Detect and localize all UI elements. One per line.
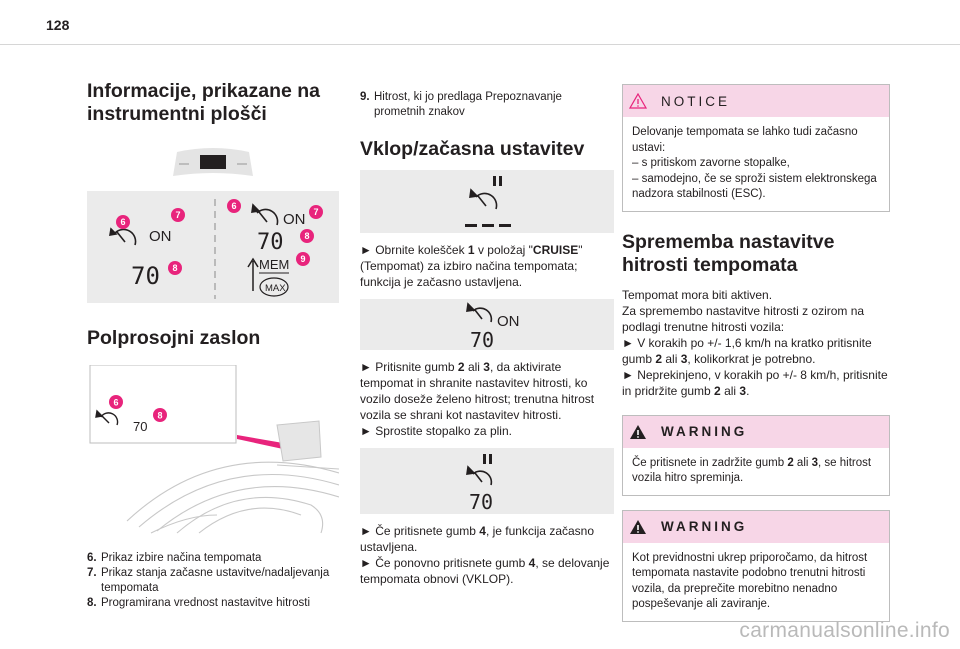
fig-on-label: ON — [497, 313, 520, 330]
hud-callout-6: 6 — [113, 397, 119, 408]
callout-7-left: 7 — [171, 208, 185, 222]
paragraph-pause: ► Če pritisnete gumb 4, je funkcija začasno ustavljena. — [360, 524, 595, 554]
instrument-cluster-icon — [87, 142, 339, 186]
speed-label-left: 70 — [131, 262, 160, 290]
list-item: 7. Prikaz stanja začasne ustavitve/nadaljevanja tempomata — [87, 567, 330, 594]
column-1 — [87, 80, 339, 611]
warning-body-2: Kot previdnostni ukrep priporočamo, da hitrost tempomata nastavite podobno trenutni hitrosti vozila, da preprečite morebitno nenadno pospeševanje ali zaviranje. — [632, 551, 868, 610]
warning-body-1: Če pritisnete in zadržite gumb 2 ali 3, se hitrost vozila hitro spreminja. — [632, 456, 872, 484]
warning-title-2: WARNING — [661, 519, 748, 534]
warning-header-1 — [623, 416, 889, 448]
list-item: 9. Hitrost, ki jo predlaga Prepoznavanje prometnih znakov — [360, 91, 562, 118]
paragraph-change-intro: Za spremembo nastavitve hitrosti z ozirom na podlagi trenutne hitrosti vozila: — [622, 303, 865, 334]
notice-body: Delovanje tempomata se lahko tudi začasno ustavi: – s pritiskom zavorne stopalke, – samodejno, če se sproži sistem elektronskega nadzora stabilnosti (ESC). — [632, 126, 877, 200]
dashboard-lines — [127, 462, 339, 533]
fig-suspended-speed: 70 — [469, 490, 494, 514]
list-item: 8. Programirana vrednost nastavitve hitrosti — [87, 597, 311, 609]
hud-speed-label: 70 — [133, 419, 148, 434]
header-divider — [0, 44, 960, 45]
section-heading-hud: Polprosojni zaslon — [87, 327, 261, 349]
column-3 — [622, 84, 890, 622]
fig-on-speed: 70 — [470, 328, 495, 350]
paragraph-release-pedal: ► Sprostite stopalko za plin. — [360, 424, 512, 438]
cruise-suspended-drawing — [360, 448, 614, 514]
list-item: 6. Prikaz izbire načina tempomata — [87, 552, 262, 564]
page-number: 128 — [46, 17, 70, 33]
warning-box-2 — [622, 510, 890, 622]
warning-box-1 — [622, 415, 890, 496]
cruise-paused-drawing — [360, 170, 614, 233]
callout-9-right: 9 — [296, 252, 310, 266]
paragraph-long-press: ► Neprekinjeno, v korakih po +/- 8 km/h, pritisnite in pridržite gumb 2 ali 3. — [622, 367, 888, 398]
speed-label-right: 70 — [257, 230, 284, 255]
max-label: MAX — [265, 283, 286, 294]
figure-cruise-on — [360, 299, 614, 350]
watermark: carmanualsonline.info — [739, 619, 950, 642]
warning-icon — [629, 424, 647, 440]
figure-cruise-paused — [360, 170, 614, 233]
section-heading-change-speed: Sprememba nastavitve hitrosti tempomata — [622, 230, 835, 276]
paragraph-short-press: ► V korakih po +/- 1,6 km/h na kratko pritisnite gumb 2 ali 3, kolikorkrat je potrebno. — [622, 335, 872, 366]
speedometer-icon-right — [252, 205, 278, 225]
speedometer-icon-left — [110, 229, 136, 245]
change-speed-text — [622, 287, 890, 399]
legend-list — [87, 551, 339, 611]
paragraph-resume: ► Če ponovno pritisnete gumb 4, se delovanje tempomata obnovi (VKLOP). — [360, 556, 610, 586]
mem-label: MEM — [259, 257, 290, 272]
notice-header — [623, 85, 889, 117]
notice-box — [622, 84, 890, 212]
cruise-on-drawing — [360, 299, 614, 350]
warning-icon — [629, 519, 647, 535]
section-heading-activation: Vklop/začasna ustavitev — [360, 138, 585, 160]
cluster-display-drawing — [87, 191, 339, 303]
callout-7-right: 7 — [309, 205, 323, 219]
callout-8-right: 8 — [300, 229, 314, 243]
warning-title-1: WARNING — [661, 424, 748, 439]
warning-header-2 — [623, 511, 889, 543]
on-label-right: ON — [283, 211, 306, 228]
callout-8-left: 8 — [168, 261, 182, 275]
paragraph-select-cruise: ► Obrnite kolešček 1 v položaj "CRUISE" (Tempomat) za izbiro načina tempomata; funkcija je začasno ustavljena. — [360, 243, 583, 289]
warning-outline-icon — [629, 93, 647, 109]
on-label-left: ON — [149, 228, 172, 245]
hud-callout-8: 8 — [157, 410, 163, 421]
hud-figure — [87, 365, 339, 535]
figure-cruise-suspended — [360, 448, 614, 514]
column-2 — [360, 90, 616, 587]
notice-title: NOTICE — [661, 93, 731, 109]
cluster-display-figure — [87, 191, 339, 303]
section-heading-display-info: Informacije, prikazane na instrumentni plošči — [87, 80, 321, 125]
legend-list-continued — [360, 90, 616, 120]
paragraph-must-be-active: Tempomat mora biti aktiven. — [622, 287, 773, 302]
callout-6-right: 6 — [227, 199, 241, 213]
paragraph-activate: ► Pritisnite gumb 2 ali 3, da aktivirate tempomat in shranite nastavitev hitrosti, ko vozilo doseže želeno hitrost; trenutna hitrost vozila se shrani kot nastavitev hitrosti. — [360, 360, 595, 422]
callout-6-left: 6 — [116, 215, 130, 229]
